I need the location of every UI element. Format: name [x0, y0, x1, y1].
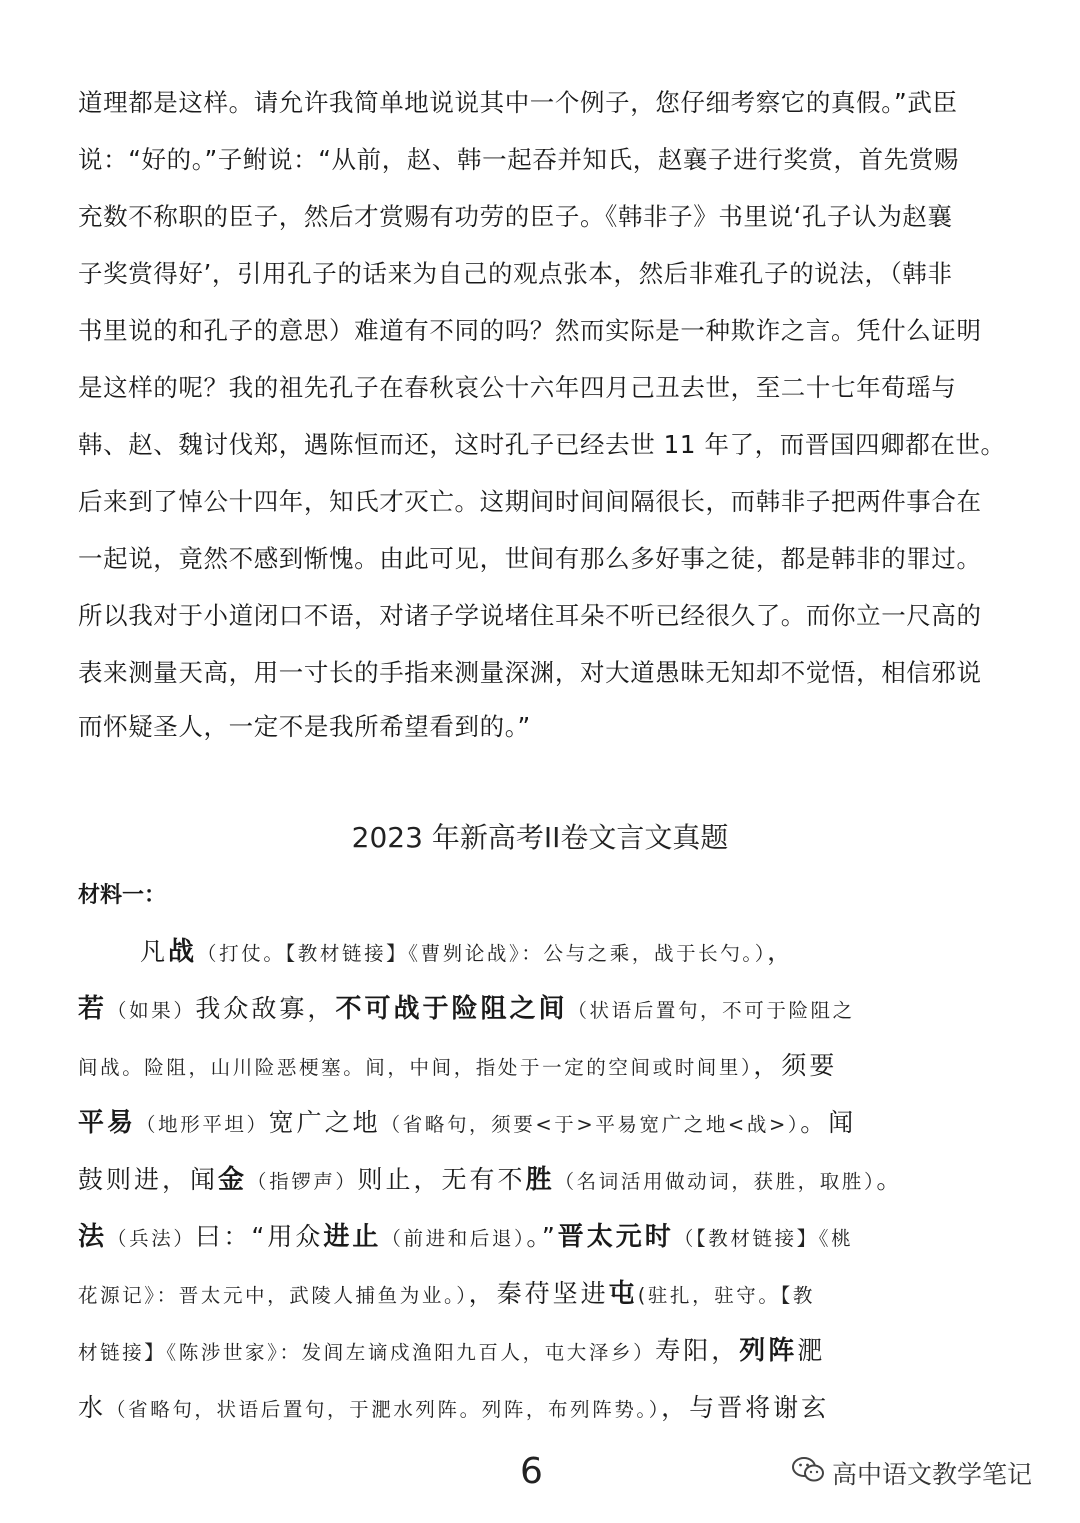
key-phrase: 晋太元时	[557, 1222, 674, 1252]
original-text: 水	[78, 1393, 107, 1422]
annotation-note: （如果）	[107, 999, 196, 1022]
prose-line: 书里说的和孔子的意思）难道有不同的吗？然而实际是一种欺诈之言。凭什么证明	[78, 316, 982, 345]
annotation-note: （状语后置句，不可于险阻之	[567, 999, 855, 1022]
wechat-icon	[792, 1456, 832, 1494]
original-text: ，	[767, 937, 796, 966]
annotation-note: （名词活用做动词，获胜，取胜）	[554, 1170, 877, 1193]
key-word: 战	[168, 937, 198, 967]
annotated-line	[78, 1103, 1003, 1145]
prose-line: 一起说，竟然不感到惭愧。由此可见，世间有那么多好事之徒，都是韩非的罪过。	[78, 544, 982, 573]
key-word: 金	[218, 1165, 248, 1195]
prose-line: 是这样的呢？我的祖先孔子在春秋哀公十六年四月己丑去世，至二十七年荀瑶与	[78, 373, 957, 402]
prose-line: 道理都是这样。请允许我简单地说说其中一个例子，您仔细考察它的真假。”武臣	[78, 88, 958, 117]
section-title: 2023 年新高考II卷文言文真题	[351, 821, 729, 854]
prose-line: 后来到了悼公十四年，知氏才灭亡。这期间时间间隔很长，而韩非子把两件事合在	[78, 487, 982, 516]
key-word: 平易	[78, 1108, 137, 1138]
page-number: 6	[520, 1451, 543, 1492]
prose-line: 说：“好的。”子鲋说：“从前，赵、韩一起吞并知氏，赵襄子进行奖赏，首先赏赐	[78, 145, 960, 174]
prose-line: 韩、赵、魏讨伐郑，遇陈恒而还，这时孔子已经去世 11 年了，而晋国四卿都在世。	[78, 430, 1006, 459]
original-text: 我众敌寡，	[195, 994, 336, 1023]
material-label: 材料一：	[78, 883, 167, 908]
key-phrase: 不可战于险阻之间	[335, 994, 568, 1024]
annotated-line	[78, 1160, 1003, 1202]
key-word: 屯	[608, 1279, 638, 1309]
watermark	[792, 1456, 1032, 1494]
annotation-note: （指锣声）	[247, 1170, 358, 1193]
original-text: 淝	[797, 1336, 826, 1365]
annotation-note: 间战。险阻，山川险恶梗塞。间，中间，指处于一定的空间或时间里）	[78, 1056, 754, 1079]
annotation-note: 材链接】《陈涉世家》：发闾左谪戍渔阳九百人，屯大泽乡）	[78, 1341, 656, 1364]
annotation-note: （省略句，状语后置句，于淝水列阵。列阵，布列阵势。）	[106, 1398, 662, 1421]
key-word: 法	[78, 1222, 108, 1252]
annotation-note: （省略句，须要<于>平易宽广之地<战>）	[380, 1113, 801, 1136]
watermark-text: 高中语文教学笔记	[832, 1460, 1033, 1489]
original-text: 。”	[526, 1222, 558, 1251]
original-text: ，与晋将谢玄	[661, 1393, 830, 1422]
original-text: 凡	[140, 937, 169, 966]
annotation-note: 花源记》：晋太元中，武陵人捕鱼为业。）	[78, 1284, 469, 1307]
prose-line: 充数不称职的臣子，然后才赏赐有功劳的臣子。《韩非子》书里说‘孔子认为赵襄	[78, 202, 953, 231]
key-word: 若	[78, 994, 108, 1024]
annotated-line	[78, 1046, 1003, 1088]
annotation-note: （打仗。【教材链接】《曹刿论战》：公与之乘，战于长勺。）	[197, 942, 768, 965]
original-text: 寿阳，	[655, 1336, 740, 1365]
annotation-note: （兵法）	[107, 1227, 196, 1250]
prose-line: 表来测量天高，用一寸长的手指来测量深渊，对大道愚昧无知却不觉悟，相信邪说	[78, 658, 982, 687]
original-text: 。	[876, 1165, 905, 1194]
annotation-note: （前进和后退）	[381, 1227, 527, 1250]
annotated-line	[78, 1331, 1003, 1373]
key-phrase: 进止	[323, 1222, 382, 1252]
original-text: 。闻	[800, 1108, 857, 1137]
original-text: 曰：“用众	[195, 1222, 324, 1251]
annotation-note: （地形平坦）	[136, 1113, 269, 1136]
prose-line: 子奖赏得好’，引用孔子的话来为自己的观点张本，然后非难孔子的说法，（韩非	[78, 259, 953, 288]
annotated-line	[78, 989, 1003, 1031]
annotation-note: (驻扎，驻守。【教	[637, 1284, 815, 1307]
key-word: 胜	[525, 1165, 555, 1195]
original-text: ，秦苻坚进	[468, 1279, 609, 1308]
prose-line: 而怀疑圣人，一定不是我所希望看到的。”	[78, 712, 531, 741]
original-text: 则止，无有不	[357, 1165, 526, 1194]
prose-line: 所以我对于小道闭口不语，对诸子学说堵住耳朵不听已经很久了。而你立一尺高的	[78, 601, 982, 630]
annotated-line	[78, 1217, 1003, 1259]
annotated-line	[78, 1388, 1003, 1430]
annotation-note: （【教材链接】《桃	[673, 1227, 854, 1250]
original-text: ，须要	[753, 1051, 838, 1080]
annotated-line	[140, 932, 1003, 974]
original-text: 宽广之地	[268, 1108, 381, 1137]
key-phrase: 列阵	[739, 1336, 798, 1366]
annotated-line	[78, 1274, 1003, 1316]
original-text: 鼓则进，闻	[78, 1165, 219, 1194]
